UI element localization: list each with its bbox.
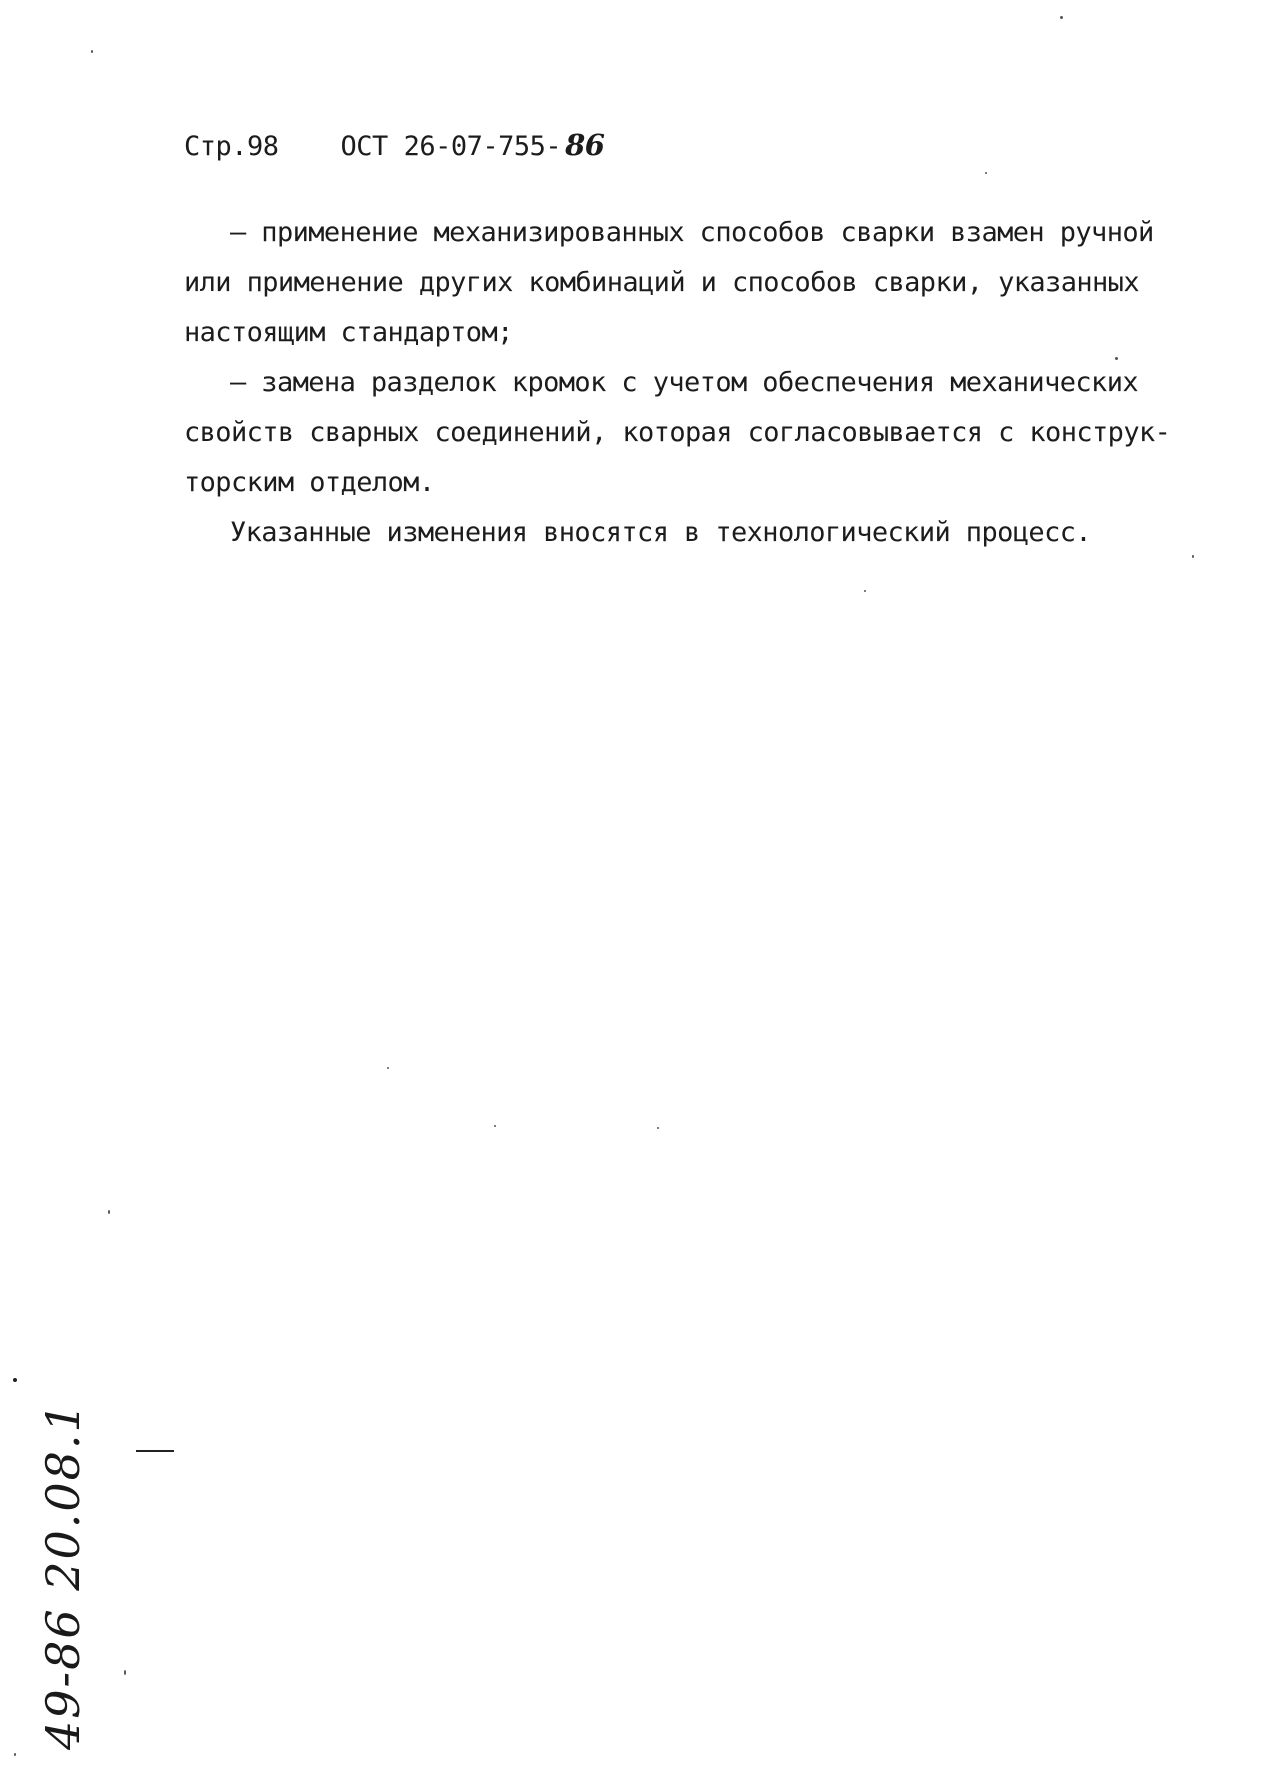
scan-speck [108,1210,110,1214]
margin-dash [136,1450,174,1452]
page-number: Стр.98 [184,131,279,162]
scan-speck [14,1753,16,1756]
body-text [184,208,1171,558]
page-header [184,128,604,162]
body-line: торским отделом. [184,467,435,498]
body-line: настоящим стандартом; [184,317,513,348]
scan-speck [13,1378,17,1382]
scan-speck [91,50,93,53]
scan-speck [1192,555,1194,558]
body-line: – применение механизированных способов сварки взамен ручной [230,217,1154,248]
scan-speck [864,590,866,592]
standard-number: ОСТ 26-07-755- [340,131,562,162]
body-line: или применение других комбинаций и способов сварки, указанных [184,267,1139,298]
scan-speck [1115,357,1118,360]
body-line: свойств сварных соединений, которая согласовывается с конструк- [184,417,1171,448]
body-line: Указанные изменения вносятся в технологический процесс. [230,517,1092,548]
scan-speck [657,1127,659,1129]
body-line: – замена разделок кромок с учетом обеспечения механических [230,367,1139,398]
scan-speck [494,1125,496,1127]
handwritten-margin-note [30,1370,100,1750]
scan-speck [387,1067,389,1069]
margin-note-text: 49-86 20.08.1 [36,1401,90,1750]
scan-speck [1060,16,1063,19]
standard-year: 86 [565,128,605,162]
scan-speck [985,172,987,174]
scan-speck [124,1670,126,1675]
